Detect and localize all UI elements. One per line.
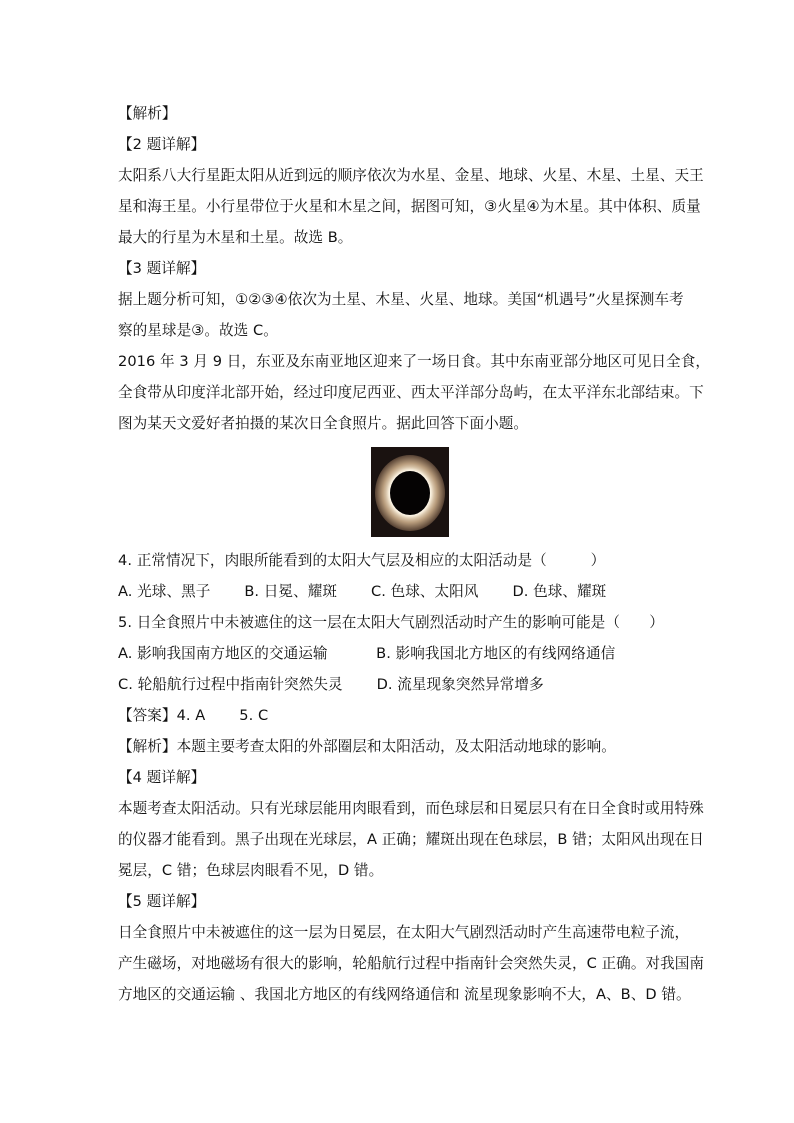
text-line-p-ctx-1: 2016 年 3 月 9 日，东亚及东南亚地区迎来了一场日食。其中东南亚部分地区可见日全食， <box>118 353 710 370</box>
text-line-p-q5-3: 方地区的交通运输 、我国北方地区的有线网络通信和 流星现象影响不大，A、B、D 错。 <box>118 986 691 1003</box>
text-line-p-q2-2: 星和海王星。小行星带位于火星和木星之间，据图可知，③火星④为木星。其中体积、质量 <box>118 198 701 215</box>
text-line-analysis: 【解析】本题主要考查太阳的外部圈层和太阳活动，及太阳活动地球的影响。 <box>118 738 616 755</box>
text-line-h-q2: 【2 题详解】 <box>118 136 206 153</box>
text-line-q5-opts-cd: C. 轮船航行过程中指南针突然失灵 D. 流星现象突然异常增多 <box>118 676 544 693</box>
solar-eclipse-photo <box>371 447 449 537</box>
text-line-p-q5-2: 产生磁场，对地磁场有很大的影响，轮船航行过程中指南针会突然失灵，C 正确。对我国南 <box>118 955 705 972</box>
text-line-p-q4-1: 本题考查太阳活动。只有光球层能用肉眼看到，而色球层和日冕层只有在日全食时或用特殊 <box>118 800 704 817</box>
text-line-q5-opts-ab: A. 影响我国南方地区的交通运输 B. 影响我国北方地区的有线网络通信 <box>118 645 616 662</box>
text-line-answer: 【答案】4. A 5. C <box>118 707 269 724</box>
text-line-p-q2-1: 太阳系八大行星距太阳从近到远的顺序依次为水星、金星、地球、火星、木星、土星、天王 <box>118 167 704 184</box>
text-line-q4: 4. 正常情况下，肉眼所能看到的太阳大气层及相应的太阳活动是（ ） <box>118 552 606 569</box>
text-line-p-q4-2: 的仪器才能看到。黑子出现在光球层，A 正确；耀斑出现在色球层，B 错；太阳风出现在日 <box>118 831 704 848</box>
text-line-p-q4-3: 冕层，C 错；色球层肉眼看不见，D 错。 <box>118 862 384 879</box>
text-line-p-ctx-2: 全食带从印度洋北部开始，经过印度尼西亚、西太平洋部分岛屿，在太平洋东北部结束。下 <box>118 384 704 401</box>
text-line-h-q3: 【3 题详解】 <box>118 260 206 277</box>
text-line-p-q3-1: 据上题分析可知，①②③④依次为土星、木星、火星、地球。美国“机遇号”火星探测车考 <box>118 291 684 308</box>
moon-disc <box>390 471 430 515</box>
text-line-p-q5-1: 日全食照片中未被遮住的这一层为日冕层，在太阳大气剧烈活动时产生高速带电粒子流， <box>118 924 690 941</box>
text-line-p-q3-2: 察的星球是③。故选 C。 <box>118 322 278 339</box>
text-line-p-q2-3: 最大的行星为木星和土星。故选 B。 <box>118 229 353 246</box>
text-line-h-q5: 【5 题详解】 <box>118 893 206 910</box>
text-line-p-ctx-3: 图为某天文爱好者拍摄的某次日全食照片。据此回答下面小题。 <box>118 415 529 432</box>
text-line-q5: 5. 日全食照片中未被遮住的这一层在太阳大气剧烈活动时产生的影响可能是（ ） <box>118 614 664 631</box>
text-line-h-q4: 【4 题详解】 <box>118 769 206 786</box>
text-line-q4-opts: A. 光球、黑子 B. 日冕、耀斑 C. 色球、太阳风 D. 色球、耀斑 <box>118 583 607 600</box>
text-line-h-jiexi: 【解析】 <box>118 105 177 122</box>
